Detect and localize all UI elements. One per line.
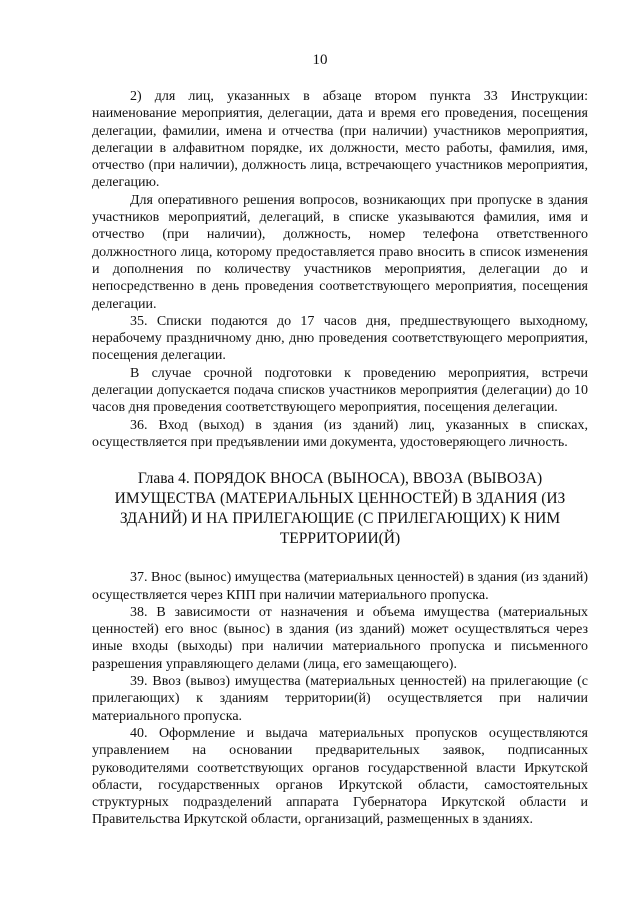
- paragraph-36-entry-exit: 36. Вход (выход) в здания (из зданий) лиц, указанных в списках, осуществляется при предъявлении ими документа, удостоверяющего личность.: [92, 417, 588, 450]
- paragraph-40-pass-issuance: 40. Оформление и выдача материальных пропусков осуществляются управлением на основании предварительных заявок, подписанных руководителями соответствующих органов государственной власти Иркутской области, государственных органов Иркутской области, самостоятельных структурных подразделений аппарата Губернатора Иркутской области и Правительства Иркутской области, организаций, размещенных в зданиях.: [92, 725, 588, 828]
- chapter-heading: Глава 4. ПОРЯДОК ВНОСА (ВЫНОСА), ВВОЗА (ВЫВОЗА) ИМУЩЕСТВА (МАТЕРИАЛЬНЫХ ЦЕННОСТЕЙ) В ЗДАНИЯ (ИЗ ЗДАНИЙ) И НА ПРИЛЕГАЮЩИЕ (С ПРИЛЕГАЮЩИХ) К НИМ ТЕРРИТОРИИ(Й): [114, 470, 566, 548]
- paragraph-35-deadline: 35. Списки подаются до 17 часов дня, предшествующего выходному, нерабочему праздничному дню, дню проведения соответствующего мероприятия, посещения делегации.: [92, 313, 588, 364]
- paragraph-39-vehicle-import: 39. Ввоз (вывоз) имущества (материальных ценностей) на прилегающие (с прилегающих) к зданиям территории(й) осуществляется при наличии материального пропуска.: [92, 674, 588, 724]
- document-body: [92, 88, 588, 829]
- page-number: 10: [312, 52, 328, 68]
- paragraph-item-2-list-content: 2) для лиц, указанных в абзаце втором пункта 33 Инструкции: наименование мероприятия, делегации, дата и время его проведения, посещения делегации, фамилии, имена и отчества (при наличии) участников мероприятия, делегации в алфавитном порядке, их должности, место работы, фамилия, имя, отчество (при наличии), должность лица, встречающего участников мероприятия, делегацию.: [92, 89, 588, 191]
- paragraph-responsible-person: Для оперативного решения вопросов, возникающих при пропуске в здания участников мероприятий, делегаций, в списке указываются фамилия, имя и отчество (при наличии), должность, номер телефона ответственного должностного лица, которому предоставляется право вносить в список изменения и дополнения по количеству участников мероприятия, делегации до и непосредственно в день проведения соответствующего мероприятия, посещения делегации.: [92, 192, 588, 312]
- paragraph-urgent-preparation: В случае срочной подготовки к проведению мероприятия, встречи делегации допускается подача списков участников мероприятия (делегации) до 10 часов дня проведения соответствующего мероприятия, посещения делегации.: [92, 365, 588, 416]
- paragraph-38-other-entrances: 38. В зависимости от назначения и объема имущества (материальных ценностей) его внос (вынос) в здания (из зданий) может осуществляться через иные входы (выходы) при наличии материального пропуска и письменного разрешения управляющего делами (лица, его замещающего).: [92, 604, 588, 672]
- paragraph-37-carry-in-out: 37. Внос (вынос) имущества (материальных ценностей) в здания (из зданий) осуществляется через КПП при наличии материального пропуска.: [92, 570, 588, 603]
